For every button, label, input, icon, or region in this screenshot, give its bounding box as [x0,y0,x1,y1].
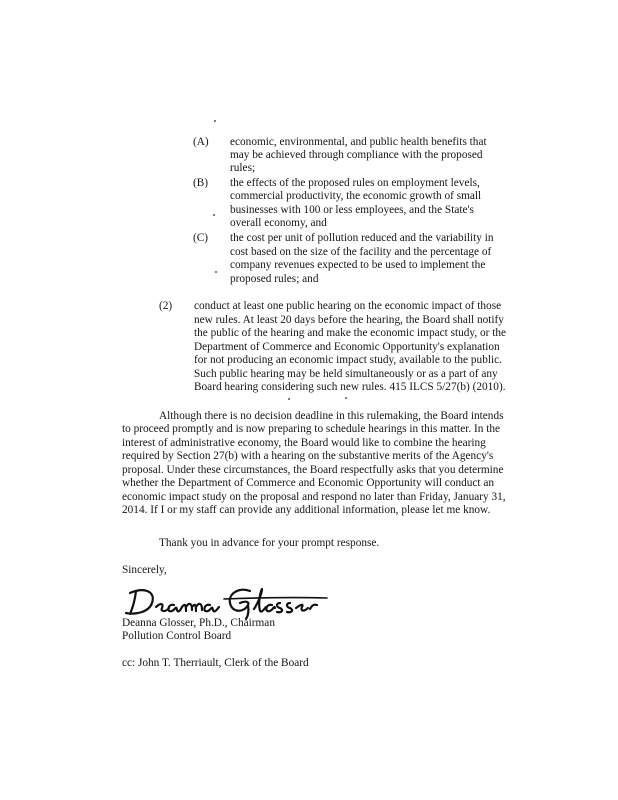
signer-name: Deanna Glosser, Ph.D., Chairman [122,617,275,629]
item-2-line-2: new rules. At least 20 days before the hearing, the Board shall notify [194,314,504,326]
scan-speck [288,398,290,400]
paragraph-line-4: required by Section 27(b) with a hearing on the substantive merits of the Agency's [122,450,494,462]
subitem-b-line-1: the effects of the proposed rules on employment levels, [230,177,480,189]
item-2-line-5: for not producing an economic impact study, available to the public. [194,354,502,366]
subitem-b-line-3: businesses with 100 or less employees, and the State's [230,204,474,216]
item-2-line-3: the public of the hearing and make the economic impact study, or the [194,327,507,339]
scan-speck [213,214,215,216]
subitem-a-line-3: rules; [230,162,256,174]
paragraph-line-7: economic impact study on the proposal and respond no later than Friday, January 31, [122,491,506,503]
item-2-line-7: Board hearing considering such new rules. 415 ILCS 5/27(b) (2010). [194,381,506,393]
paragraph-line-1: Although there is no decision deadline in this rulemaking, the Board intends [159,410,504,422]
item-2-line-4: Department of Commerce and Economic Opportunity's explanation [194,341,500,353]
subitem-c-line-3: company revenues expected to be used to implement the [230,259,486,271]
cc-line: cc: John T. Therriault, Clerk of the Board [122,657,309,669]
subitem-c-label: (C) [193,232,209,244]
paragraph-line-5: proposal. Under these circumstances, the Board respectfully asks that you determine [122,464,504,476]
subitem-b-line-4: overall economy, and [230,217,327,229]
subitem-a-line-2: may be achieved through compliance with the proposed [230,149,483,161]
subitem-c-line-4: proposed rules; and [230,273,319,285]
paragraph-line-6: whether the Department of Commerce and Economic Opportunity will conduct an [122,477,495,489]
subitem-a-line-1: economic, environmental, and public health benefits that [230,136,487,148]
item-2-line-6: Such public hearing may be held simultaneously or as a part of any [194,368,498,380]
scan-speck [345,397,347,399]
subitem-c-line-1: the cost per unit of pollution reduced and the variability in [230,232,494,244]
paragraph-line-8: 2014. If I or my staff can provide any additional information, please let me know. [122,504,491,516]
item-2-label: (2) [159,300,173,312]
paragraph-line-3: interest of administrative economy, the Board would like to combine the hearing [122,437,486,449]
scan-speck [215,271,217,273]
signer-org: Pollution Control Board [122,630,232,642]
signature-image [122,583,332,621]
item-2-line-1: conduct at least one public hearing on the economic impact of those [194,300,502,312]
closing: Sincerely, [122,564,167,576]
subitem-a-label: (A) [193,136,209,148]
subitem-b-line-2: commercial productivity, the economic growth of small [230,190,482,202]
thanks-line: Thank you in advance for your prompt response. [159,537,380,549]
paragraph-line-2: to proceed promptly and is now preparing to schedule hearings in this matter. In the [122,423,501,435]
scan-speck [214,120,216,122]
subitem-c-line-2: cost based on the size of the facility and the percentage of [230,246,492,258]
subitem-b-label: (B) [193,177,209,189]
